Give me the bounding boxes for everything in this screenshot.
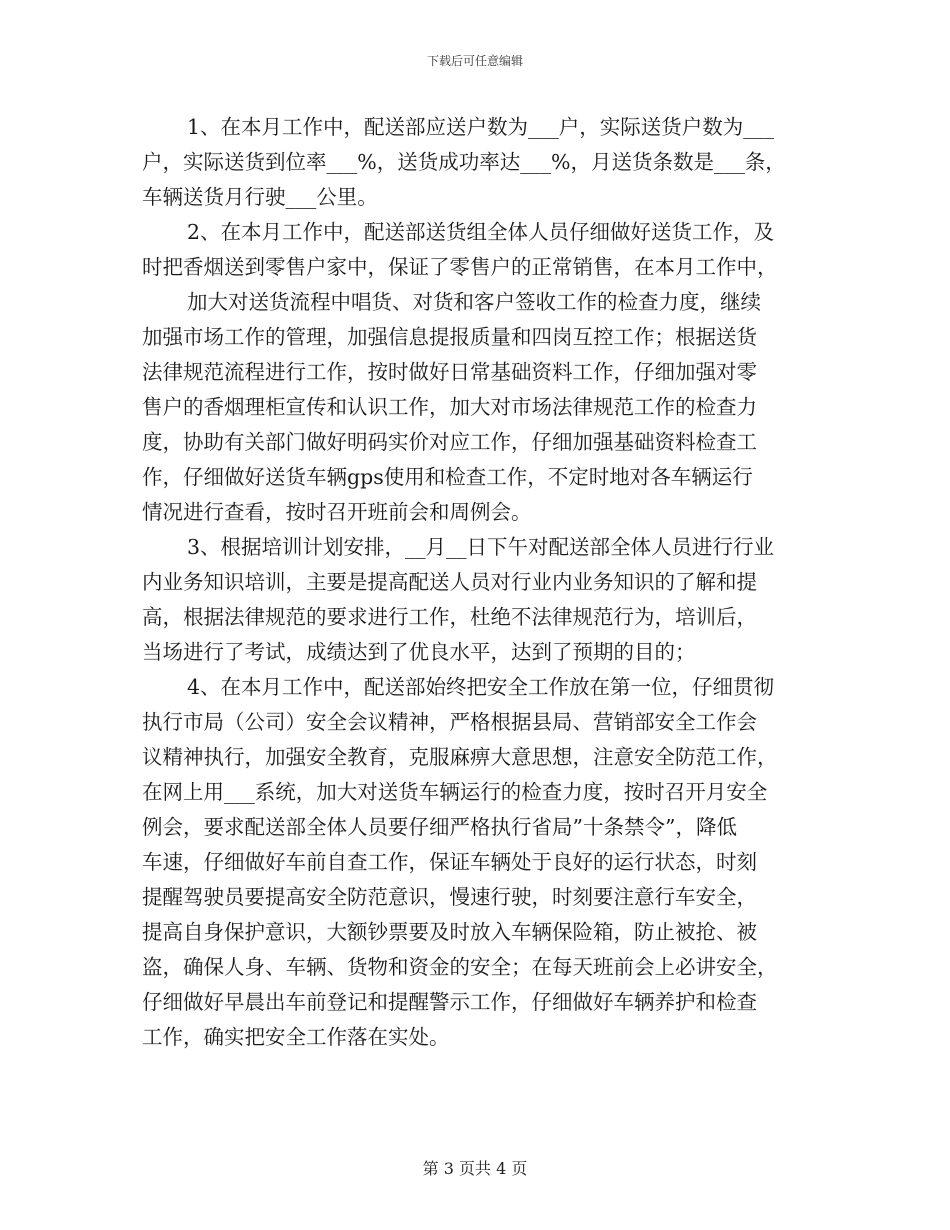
page-header: 下载后可任意编辑: [426, 54, 523, 68]
text-line: 3、根据培训计划安排，__月__日下午对配送部全体人员进行行业: [187, 535, 775, 559]
text-line: 情况进行查看，按时召开班前会和周例会。: [142, 500, 532, 524]
text-line: 内业务知识培训，主要是提高配送人员对行业内业务知识的了解和提: [142, 570, 757, 594]
text-line: 仔细做好早晨出车前登记和提醒警示工作，仔细做好车辆养护和检查: [142, 990, 757, 1014]
text-line: 1、在本月工作中，配送部应送户数为___户，实际送货户数为___: [187, 115, 775, 139]
text-line: 4、在本月工作中，配送部始终把安全工作放在第一位，仔细贯彻: [187, 675, 775, 699]
text-line: 售户的香烟理柜宣传和认识工作，加大对市场法律规范工作的检查力: [142, 395, 757, 419]
text-line: 加大对送货流程中唱货、对货和客户签收工作的检查力度，继续: [187, 290, 761, 314]
text-line: 2、在本月工作中，配送部送货组全体人员仔细做好送货工作，及: [187, 220, 775, 244]
text-line: 议精神执行，加强安全教育，克服麻痹大意思想，注意安全防范工作，: [142, 745, 778, 769]
text-line: 盗，确保人身、车辆、货物和资金的安全；在每天班前会上必讲安全，: [142, 955, 778, 979]
text-line: 工作，确实把安全工作落在实处。: [142, 1025, 450, 1049]
text-line: 当场进行了考试，成绩达到了优良水平，达到了预期的目的；: [142, 640, 696, 664]
text-line: 提醒驾驶员要提高安全防范意识，慢速行驶，时刻要注意行车安全，: [142, 885, 757, 909]
text-line: 例会，要求配送部全体人员要仔细严格执行省局”十条禁令”，降低: [142, 815, 737, 839]
text-line: 提高自身保护意识，大额钞票要及时放入车辆保险箱，防止被抢、被: [142, 920, 757, 944]
document-body: [142, 110, 822, 1055]
text-line: 户，实际送货到位率___%，送货成功率达___%，月送货条数是___条，: [142, 150, 786, 174]
text-line: 高，根据法律规范的要求进行工作，杜绝不法律规范行为，培训后，: [142, 605, 757, 629]
text-line: 法律规范流程进行工作，按时做好日常基础资料工作，仔细加强对零: [142, 360, 757, 384]
text-line: 度，协助有关部门做好明码实价对应工作，仔细加强基础资料检查工: [142, 430, 757, 454]
text-line: 车辆送货月行驶___公里。: [142, 185, 378, 209]
text-line: 在网上用___系统，加大对送货车辆运行的检查力度，按时召开月安全: [142, 780, 768, 804]
text-line: 车速，仔细做好车前自查工作，保证车辆处于良好的运行状态，时刻: [142, 850, 757, 874]
page-footer: 第 3 页共 4 页: [422, 1159, 528, 1178]
text-line: 作，仔细做好送货车辆gps使用和检查工作，不定时地对各车辆运行: [142, 465, 753, 489]
text-line: 时把香烟送到零售户家中，保证了零售户的正常销售，在本月工作中，: [142, 255, 778, 279]
text-line: 执行市局（公司）安全会议精神，严格根据县局、营销部安全工作会: [142, 710, 757, 734]
text-line: 加强市场工作的管理，加强信息提报质量和四岗互控工作；根据送货: [142, 325, 757, 349]
